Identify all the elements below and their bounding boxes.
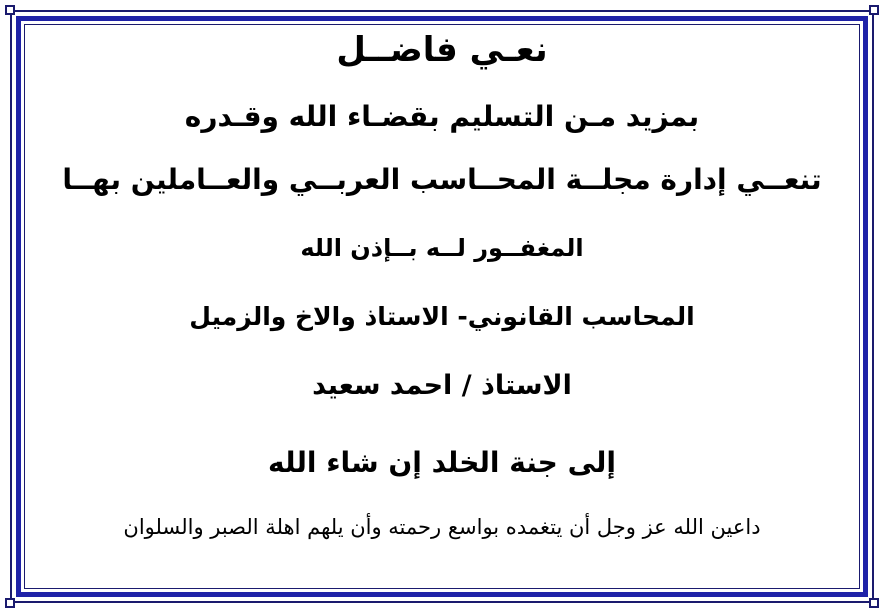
notice-line-profession: المحاسب القانوني- الاستاذ والاخ والزميل [189,302,695,331]
corner-ornament-bottom-right [869,598,879,608]
notice-line-name: الاستاذ / احمد سعيد [312,370,572,401]
notice-line-prayer: إلى جنة الخلد إن شاء الله [267,446,617,479]
corner-ornament-top-left [5,5,15,15]
notice-line-deceased-intro: المغفــور لــه بــإذن الله [300,234,584,262]
notice-line-closing: داعين الله عز وجل أن يتغمده بواسع رحمته وأن يلهم اهلة الصبر والسلوان [123,515,761,539]
corner-ornament-bottom-left [5,598,15,608]
corner-ornament-top-right [869,5,879,15]
notice-title: نعـي فاضــل [336,30,548,70]
notice-line-announcer: تنعــي إدارة مجلــة المحــاسب العربــي والعــاملين بهــا [62,163,822,196]
notice-line-submission: بمزيد مـن التسليم بقضـاء الله وقـدره [184,100,700,133]
